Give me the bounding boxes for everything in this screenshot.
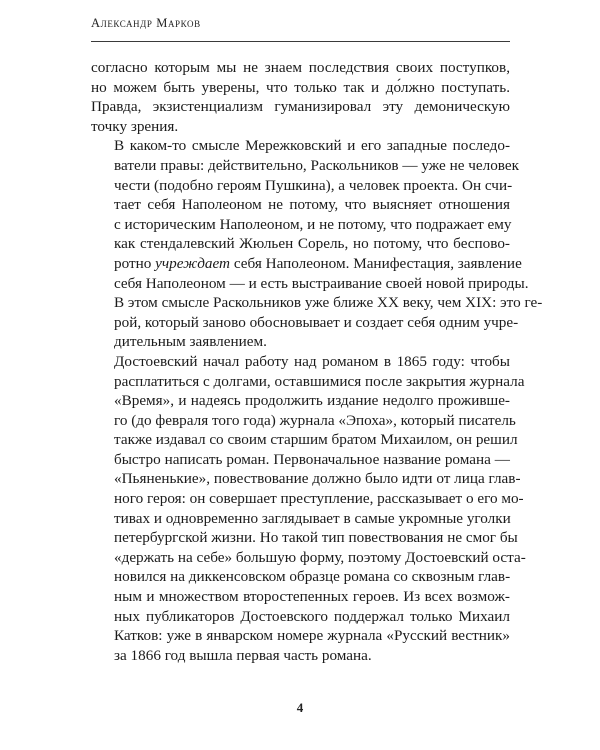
emphasis: учреждает — [155, 254, 231, 272]
text-line: согласно которым мы не знаем последствия своих поступков, — [91, 59, 510, 76]
text-body — [91, 58, 543, 665]
text-line: Катков: уже в январском номере журнала «Русский вестник» — [114, 627, 510, 645]
paragraph — [91, 58, 510, 136]
text-line: тивах и одновременно заглядывает в самые укромные уголки — [114, 509, 511, 527]
text-line: дительным заявлением. — [114, 333, 267, 351]
text-line: тает себя Наполеоном не потому, что выясняет отношения — [114, 196, 510, 214]
text-line: «держать на себе» большую форму, поэтому Достоевский оста- — [114, 548, 526, 566]
text-line: себя Наполеоном — и есть выстраивание своей новой природы. — [114, 274, 529, 292]
text-line: ватели правы: действительно, Раскольников — уже не человек — [114, 156, 520, 174]
text-line: ротно учреждает себя Наполеоном. Манифестация, заявление — [114, 254, 522, 272]
text-line: петербургской жизни. Но такой тип повествования не смог бы — [114, 529, 518, 547]
text-line: ным и множеством второстепенных героев. Из всех возмож- — [114, 588, 510, 606]
text-line: В каком-то смысле Мережковский и его западные последо- — [114, 137, 510, 155]
text-line: рой, который заново обосновывает и создает себя одним учре- — [114, 313, 519, 331]
text-line: В этом смысле Раскольников уже ближе XX веку, чем XIX: это ге- — [114, 294, 543, 312]
text-line: но можем быть уверены, что только так и до́лжно поступать. — [91, 78, 510, 96]
text-line: точку зрения. — [91, 117, 179, 135]
text-line: «Время», и надеясь продолжить издание недолго проживше- — [114, 392, 510, 410]
running-head: Александр Марков — [91, 16, 201, 30]
text-line: Достоевский начал работу над романом в 1865 году: чтобы — [114, 352, 510, 370]
text-line: быстро написать роман. Первоначальное название романа — — [114, 450, 510, 468]
text-line: Правда, экзистенциализм гуманизировал эту демоническую — [91, 98, 510, 116]
text-line: за 1866 год вышла первая часть романа. — [114, 646, 372, 664]
page-number: 4 — [296, 700, 304, 715]
paragraph — [91, 136, 543, 352]
text-line: чести (подобно героям Пушкина), а человек проекта. Он счи- — [114, 176, 513, 194]
text-line: «Пьяненькие», повествование должно было идти от лица глав- — [114, 470, 521, 488]
text-line: ных публикаторов Достоевского поддержал только Михаил — [114, 607, 510, 625]
paragraph — [91, 352, 526, 666]
text-line: также издавал со своим старшим братом Михаилом, он решил — [114, 431, 518, 449]
text-line: го (до февраля того года) журнала «Эпоха», который писатель — [114, 411, 516, 429]
text-line: новился на диккенсовском образце романа со сквозным глав- — [114, 568, 511, 586]
header-divider — [91, 41, 510, 42]
text-line: как стендалевский Жюльен Сорель, но потому, что беспово- — [114, 235, 510, 253]
text-line: расплатиться с долгами, оставшимися после закрытия журнала — [114, 372, 525, 390]
text-line: с историческим Наполеоном, и не потому, что подражает ему — [114, 215, 512, 233]
text-line: ного героя: он совершает преступление, рассказывает о его мо- — [114, 490, 524, 508]
